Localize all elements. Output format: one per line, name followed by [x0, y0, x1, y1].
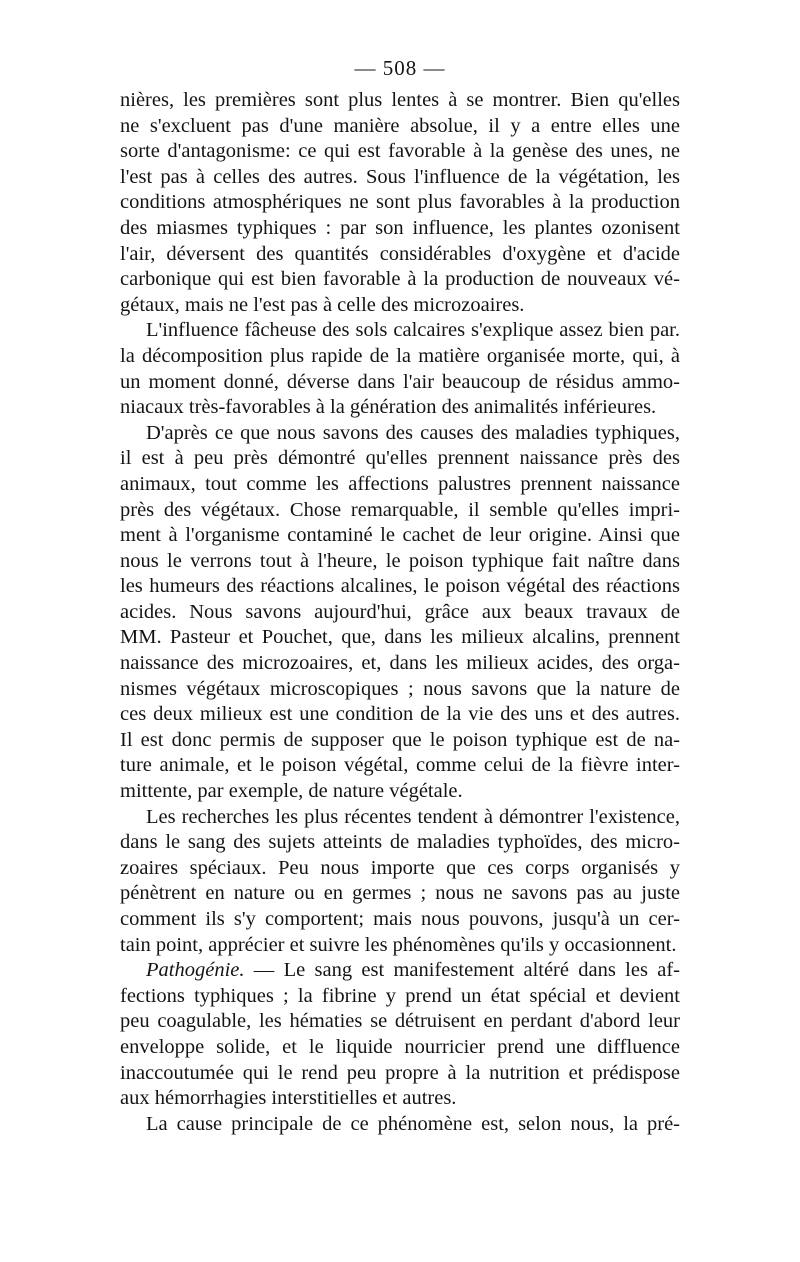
text-line: un moment donné, déverse dans l'air beaucoup de résidus ammo-	[120, 370, 680, 393]
text-line: dans le sang des sujets atteints de maladies typhoïdes, des micro-	[120, 831, 680, 854]
text-line-content: — Le sang est manifestement altéré dans les af-	[244, 959, 680, 982]
text-line: il est à peu près démontré qu'elles prennent naissance près des	[120, 447, 680, 470]
text-line: mittente, par exemple, de nature végétale.	[120, 780, 463, 803]
text-line: l'est pas à celles des autres. Sous l'influence de la végétation, les	[120, 165, 680, 188]
text-line: acides. Nous savons aujourd'hui, grâce aux beaux travaux de	[120, 600, 680, 623]
text-line: aux hémorrhagies interstitielles et autres.	[120, 1087, 457, 1110]
text-line: tain point, apprécier et suivre les phénomènes qu'ils y occasionnent.	[120, 933, 677, 956]
text-line: sorte d'antagonisme: ce qui est favorable à la genèse des unes, ne	[120, 140, 680, 163]
text-line: pénètrent en nature ou en germes ; nous ne savons pas au juste	[120, 882, 680, 905]
text-line: fections typhiques ; la fibrine y prend un état spécial et devient	[120, 984, 680, 1007]
text-line: naissance des microzoaires, et, dans les milieux acides, des orga-	[120, 652, 680, 675]
text-line: conditions atmosphériques ne sont plus favorables à la production	[120, 191, 680, 214]
text-line: L'influence fâcheuse des sols calcaires s'explique assez bien par.	[146, 319, 680, 342]
text-line: l'air, déversent des quantités considérables d'oxygène et d'acide	[120, 242, 680, 265]
section-heading-italic: Pathogénie.	[146, 959, 245, 982]
text-line: des miasmes typhiques : par son influence, les plantes ozonisent	[120, 216, 680, 239]
text-line: carbonique qui est bien favorable à la production de nouveaux vé-	[120, 268, 680, 291]
text-line: niacaux très-favorables à la génération des animalités inférieures.	[120, 396, 657, 419]
text-line: ture animale, et le poison végétal, comme celui de la fièvre inter-	[120, 754, 680, 777]
text-line: enveloppe solide, et le liquide nourricier prend une diffluence	[120, 1035, 680, 1058]
text-line: Les recherches les plus récentes tendent à démontrer l'existence,	[146, 805, 680, 828]
text-line: la décomposition plus rapide de la matière organisée morte, qui, à	[120, 344, 680, 367]
text-line: ces deux milieux est une condition de la vie des uns et des autres.	[120, 703, 680, 726]
text-line	[120, 958, 680, 984]
text-line: MM. Pasteur et Pouchet, que, dans les milieux alcalins, prennent	[120, 626, 680, 649]
text-line: D'après ce que nous savons des causes des maladies typhiques,	[146, 421, 680, 444]
body-text	[120, 88, 680, 1137]
text-line: comment ils s'y comportent; mais nous pouvons, jusqu'à un cer-	[120, 908, 680, 930]
text-line: nières, les premières sont plus lentes à se montrer. Bien qu'elles	[120, 89, 680, 111]
text-line: gétaux, mais ne l'est pas à celle des microzoaires.	[120, 293, 525, 316]
text-line: près des végétaux. Chose remarquable, il semble qu'elles impri-	[120, 498, 680, 521]
text-line: nous le verrons tout à l'heure, le poison typhique fait naître dans	[120, 549, 680, 572]
text-line: les humeurs des réactions alcalines, le poison végétal des réactions	[120, 575, 680, 598]
text-line: zoaires spéciaux. Peu nous importe que ces corps organisés y	[120, 856, 680, 879]
text-line: ne s'excluent pas d'une manière absolue, il y a entre elles une	[120, 114, 680, 137]
text-line: nismes végétaux microscopiques ; nous savons que la nature de	[120, 677, 680, 700]
text-line: ment à l'organisme contaminé le cachet de leur origine. Ainsi que	[120, 524, 680, 547]
text-line: La cause principale de ce phénomène est, selon nous, la pré-	[146, 1112, 680, 1135]
text-line: inaccoutumée qui le rend peu propre à la nutrition et prédispose	[120, 1061, 680, 1084]
text-line: Il est donc permis de supposer que le poison typhique est de na-	[120, 728, 680, 751]
text-line: peu coagulable, les hématies se détruisent en perdant d'abord leur	[120, 1010, 680, 1033]
page-number: — 508 —	[354, 56, 446, 80]
text-line: animaux, tout comme les affections palustres prennent naissance	[120, 472, 680, 495]
